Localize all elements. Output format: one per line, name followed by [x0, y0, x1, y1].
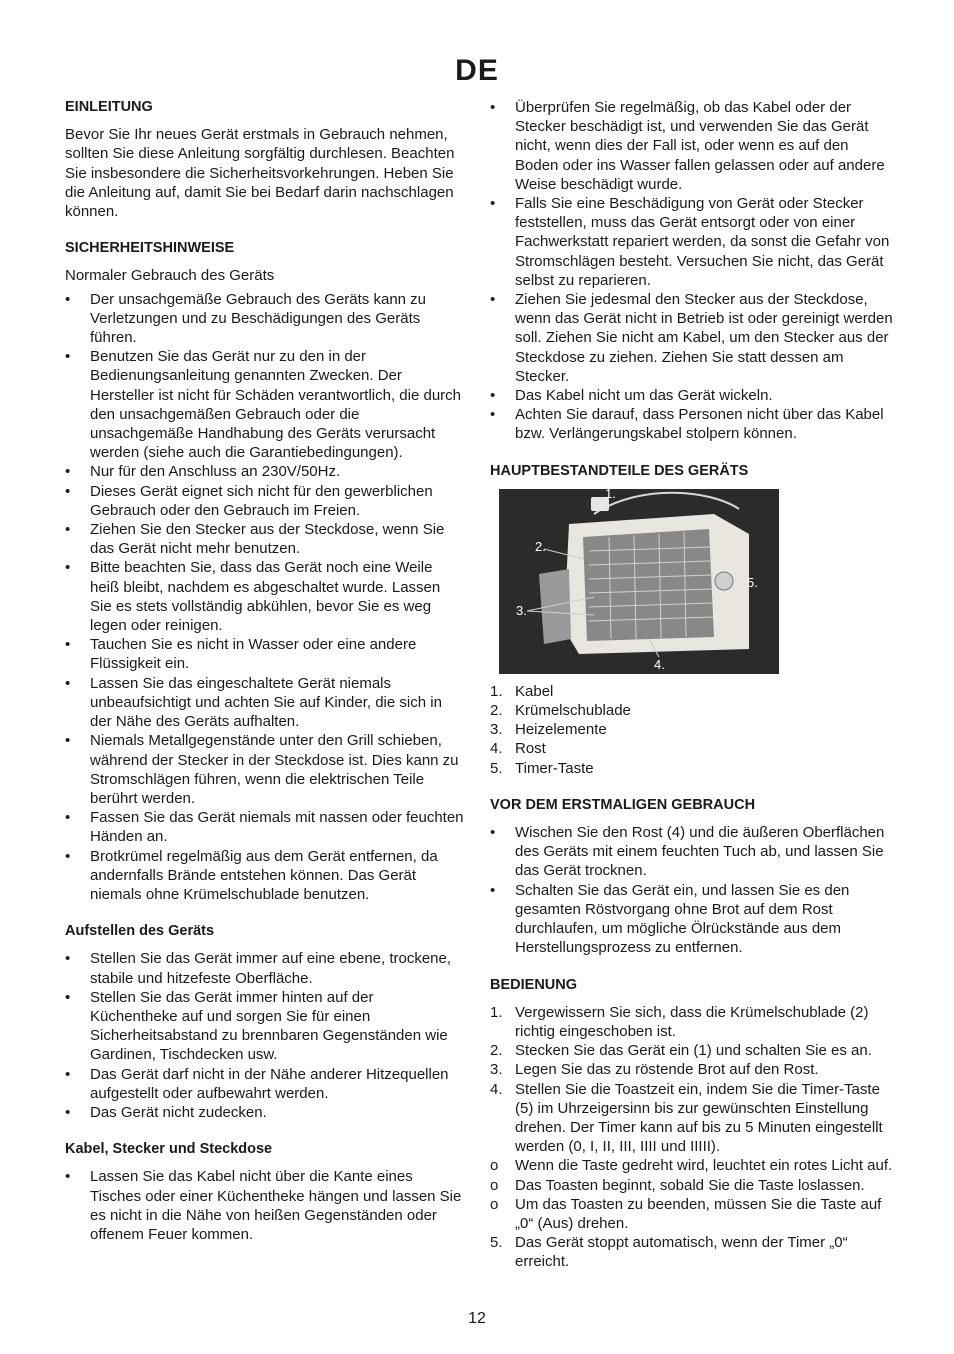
operation-title: BEDIENUNG [490, 976, 578, 993]
bullet-marker: • [65, 809, 71, 827]
item-text: Wenn die Taste gedreht wird, leuchtet ein rotes Licht auf. [515, 1157, 893, 1175]
bullet-marker: • [490, 406, 496, 424]
right-column [490, 98, 895, 1290]
first-use-list [490, 823, 895, 957]
numbered-item [490, 1176, 895, 1195]
list-item-text: Schalten Sie das Gerät ein, und lassen Sie es den gesamten Röstvorgang ohne Brot auf dem Rost durchlaufen, um mögliche Ölrückstände aus dem Herstellungsprozess zu entfernen. [515, 881, 850, 957]
list-item-text: Dieses Gerät eignet sich nicht für den gewerblichen Gebrauch oder den Gebrauch im Freien. [90, 482, 433, 519]
item-text: Rost [515, 740, 546, 758]
list-item [65, 847, 465, 905]
bullet-marker: • [490, 291, 496, 309]
list-item-text: Falls Sie eine Beschädigung von Gerät oder Stecker feststellen, muss das Gerät entsorgt oder von einer Fachwerkstatt repariert werden, da sonst die Gefahr von Stromschlägen besteht. Versuchen Sie nicht, das Gerät selbst zu reparieren. [515, 195, 890, 289]
list-item-text: Wischen Sie den Rost (4) und die äußeren Oberflächen des Geräts mit einem feuchten Tuch ab, und lassen Sie das Gerät trocknen. [515, 824, 885, 880]
parts-list [490, 682, 895, 778]
bullet-marker: • [65, 463, 71, 481]
list-item-text: Das Gerät nicht zudecken. [90, 1103, 267, 1121]
list-item [65, 1103, 465, 1122]
list-item [65, 558, 465, 635]
item-text: Das Toasten beginnt, sobald Sie die Taste loslassen. [515, 1176, 865, 1194]
list-item [65, 1167, 465, 1244]
bullet-marker: • [490, 387, 496, 405]
appliance-illustration [499, 489, 779, 674]
first-use-title: VOR DEM ERSTMALIGEN GEBRAUCH [490, 796, 756, 813]
list-item [65, 290, 465, 348]
numbered-item [490, 1233, 895, 1271]
list-item [490, 405, 895, 443]
item-text: Legen Sie das zu röstende Brot auf den Rost. [515, 1061, 819, 1079]
list-item-text: Ziehen Sie den Stecker aus der Steckdose, wenn Sie das Gerät nicht mehr benutzen. [90, 521, 445, 558]
bullet-marker: • [65, 559, 71, 577]
bullet-marker: • [65, 988, 71, 1006]
list-item-text: Tauchen Sie es nicht in Wasser oder eine andere Flüssigkeit ein. [90, 636, 417, 673]
item-marker: o [490, 1157, 499, 1175]
numbered-item [490, 1195, 895, 1233]
item-text: Krümelschublade [515, 702, 631, 720]
list-item [65, 988, 465, 1065]
left-column [65, 98, 465, 1262]
bullet-marker: • [65, 1168, 71, 1186]
bullet-marker: • [65, 1065, 71, 1083]
bullet-marker: • [65, 1103, 71, 1121]
bullet-marker: • [65, 482, 71, 500]
figure-label-1: 1. [605, 488, 616, 501]
cable-list [65, 1167, 465, 1244]
bullet-marker: • [490, 195, 496, 213]
numbered-item [490, 720, 895, 739]
item-text: Vergewissern Sie sich, dass die Krümelschublade (2) richtig eingeschoben ist. [515, 1003, 869, 1040]
list-item-text: Das Gerät darf nicht in der Nähe anderer Hitzequellen aufgestellt oder aufbewahrt werden. [90, 1065, 449, 1102]
numbered-item [490, 701, 895, 720]
figure-label-2: 2. [535, 538, 546, 554]
page-number: 12 [468, 1310, 486, 1327]
setup-list [65, 949, 465, 1122]
safety-list [65, 290, 465, 905]
numbered-item [490, 1080, 895, 1157]
numbered-item [490, 1060, 895, 1079]
cable-list-continued [490, 98, 895, 444]
numbered-item [490, 1041, 895, 1060]
bullet-marker: • [490, 824, 496, 842]
list-item-text: Lassen Sie das eingeschaltete Gerät niemals unbeaufsichtigt und achten Sie auf Kinder, die sich in der Nähe des Geräts aufhalten. [90, 674, 442, 731]
bullet-marker: • [65, 636, 71, 654]
bullet-marker: • [65, 950, 71, 968]
list-item-text: Brotkrümel regelmäßig aus dem Gerät entfernen, da andernfalls Brände entstehen können. Das Gerät niemals ohne Krümelschublade benutzen. [90, 847, 438, 903]
numbered-item [490, 1156, 895, 1175]
list-item-text: Der unsachgemäße Gebrauch des Geräts kann zu Verletzungen und zu Beschädigungen des Geräts führen. [90, 290, 427, 347]
bullet-marker: • [65, 732, 71, 750]
item-marker: 1. [490, 682, 503, 700]
list-item-text: Ziehen Sie jedesmal den Stecker aus der Steckdose, wenn das Gerät nicht in Betrieb ist oder gereinigt werden soll. Ziehen Sie nicht am Kabel, um den Stecker aus der Steckdose zu ziehen. Ziehen Sie statt dessen am Stecker. [515, 291, 893, 385]
list-item-text: Lassen Sie das Kabel nicht über die Kante eines Tisches oder einer Küchentheke hängen und lassen Sie es nicht in die Nähe von heißen Gegenständen oder offenem Feuer kommen. [90, 1168, 462, 1243]
bullet-marker: • [490, 881, 496, 899]
bullet-marker: • [65, 847, 71, 865]
item-text: Heizelemente [515, 721, 607, 739]
item-marker: 3. [490, 721, 503, 739]
list-item-text: Nur für den Anschluss an 230V/50Hz. [90, 463, 341, 481]
item-marker: 4. [490, 740, 503, 758]
language-heading: DE [455, 54, 499, 87]
cable-title: Kabel, Stecker und Steckdose [65, 1141, 273, 1158]
figure-label-4: 4. [654, 656, 665, 672]
list-item-text: Stellen Sie das Gerät immer auf eine ebene, trockene, stabile und hitzefeste Oberfläche. [90, 950, 452, 987]
list-item [490, 98, 895, 194]
bullet-marker: • [65, 348, 71, 366]
item-text: Stellen Sie die Toastzeit ein, indem Sie die Timer-Taste (5) im Uhrzeigersinn bis zur gewünschten Einstellung drehen. Der Timer kann auf bis zu 5 Minuten eingestellt werden (0, I, II, III, IIII und IIIII). [515, 1080, 883, 1156]
list-item-text: Das Kabel nicht um das Gerät wickeln. [515, 387, 773, 405]
item-marker: 5. [490, 759, 503, 777]
list-item [490, 290, 895, 386]
item-text: Kabel [515, 682, 554, 700]
list-item [65, 808, 465, 846]
list-item-text: Fassen Sie das Gerät niemals mit nassen oder feuchten Händen an. [90, 809, 464, 846]
list-item-text: Benutzen Sie das Gerät nur zu den in der Bedienungsanleitung genannten Zwecken. Der Hersteller ist nicht für Schäden verantwortlich, die durch den unsachgemäßen Gebrauch oder die unsachgemäße Handhabung des Geräts verursacht werden (siehe auch die Garantiebedingungen). [90, 348, 462, 462]
list-item-text: Niemals Metallgegenstände unter den Grill schieben, während der Stecker in der Steckdose ist. Dies kann zu Stromschlägen führen, wenn die elektrischen Teile berührt werden. [90, 732, 459, 807]
item-text: Um das Toasten zu beenden, müssen Sie die Taste auf „0“ (Aus) drehen. [515, 1195, 882, 1232]
item-text: Stecken Sie das Gerät ein (1) und schalten Sie es an. [515, 1042, 872, 1060]
numbered-item [490, 682, 895, 701]
list-item-text: Achten Sie darauf, dass Personen nicht über das Kabel bzw. Verlängerungskabel stolpern können. [515, 406, 884, 443]
list-item [490, 881, 895, 958]
numbered-item [490, 1003, 895, 1041]
item-marker: 3. [490, 1061, 503, 1079]
bullet-marker: • [65, 521, 71, 539]
setup-title: Aufstellen des Geräts [65, 923, 215, 940]
list-item [65, 674, 465, 732]
list-item [65, 949, 465, 987]
list-item [65, 482, 465, 520]
item-marker: 2. [490, 702, 503, 720]
operation-list [490, 1003, 895, 1272]
bullet-marker: • [65, 290, 71, 308]
list-item-text: Überprüfen Sie regelmäßig, ob das Kabel oder der Stecker beschädigt ist, und verwenden Sie das Gerät nicht, wenn dies der Fall ist, oder wenn es auf den Boden oder ins Wasser fallen gelassen oder auf andere Weise beschädigt wurde. [515, 99, 885, 193]
list-item [490, 194, 895, 290]
item-marker: o [490, 1176, 499, 1194]
item-marker: 4. [490, 1080, 503, 1098]
appliance-photo [499, 489, 779, 674]
list-item [65, 520, 465, 558]
item-text: Timer-Taste [515, 759, 594, 777]
list-item [65, 347, 465, 462]
list-item-text: Stellen Sie das Gerät immer hinten auf der Küchentheke auf und sorgen Sie für einen Sicherheitsabstand zu brennbaren Gegenständen wie Gardinen, Tischdecken usw. [90, 988, 448, 1064]
list-item [65, 731, 465, 808]
item-marker: 2. [490, 1042, 503, 1060]
intro-title: EINLEITUNG [65, 99, 153, 115]
parts-title: HAUPTBESTANDTEILE DES GERÄTS [490, 462, 749, 479]
safety-title: SICHERHEITSHINWEISE [65, 240, 235, 257]
item-text: Das Gerät stoppt automatisch, wenn der Timer „0“ erreicht. [515, 1234, 848, 1271]
intro-text: Bevor Sie Ihr neues Gerät erstmals in Gebrauch nehmen, sollten Sie diese Anleitung sorgfältig durchlesen. Beachten Sie insbesondere die Sicherheitsvorkehrungen. Heben Sie die Anleitung auf, damit Sie bei Bedarf darin nachschlagen können. [65, 126, 455, 221]
list-item [490, 823, 895, 881]
figure-label-5: 5. [747, 574, 758, 590]
bullet-marker: • [65, 674, 71, 692]
item-marker: 5. [490, 1234, 503, 1252]
list-item [65, 1065, 465, 1103]
item-marker: 1. [490, 1003, 503, 1021]
item-marker: o [490, 1195, 499, 1213]
numbered-item [490, 739, 895, 758]
figure-label-3: 3. [516, 602, 527, 618]
safety-subtitle: Normaler Gebrauch des Geräts [65, 267, 275, 285]
list-item-text: Bitte beachten Sie, dass das Gerät noch eine Weile heiß bleibt, nachdem es abgeschaltet wurde. Lassen Sie es stets vollständig abkühlen, bevor Sie es weg legen oder reinigen. [90, 559, 441, 635]
list-item [490, 386, 895, 405]
bullet-marker: • [490, 99, 496, 116]
numbered-item [490, 759, 895, 778]
list-item [65, 462, 465, 481]
list-item [65, 635, 465, 673]
